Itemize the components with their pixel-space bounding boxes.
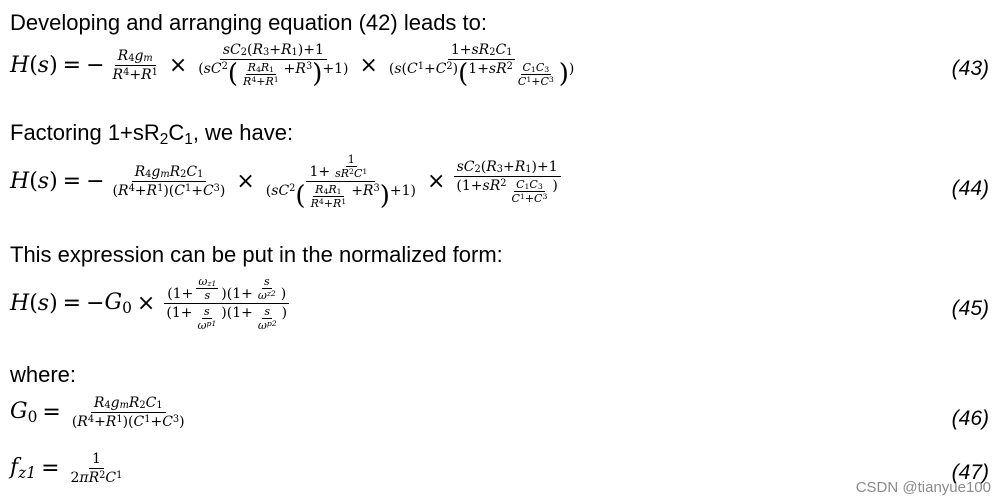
equation-number-43: (43)	[951, 57, 989, 80]
equation-47: $f_{z1}$ = 1 2 πR 2 C 1	[10, 451, 123, 486]
factoring-text: Factoring $1+sR_2C_1$, we have:	[10, 120, 294, 148]
intro-text: Developing and arranging equation (42) leads to:	[10, 10, 487, 35]
equation-44: H(s) = − R 4 g m R 2 C 1 ( R 4 + R 1 )( C 1 + C 3 ) × 1+ 1 sR 2 C 1 ( sC 2 ( R 4 R 1 R 4 + R 1 + R 3 ) +1) × sC 2 ( R 3 + R 1 )+1 (1+ sR 2 C 1 C 3 C 1 + C 3 )	[10, 153, 564, 210]
watermark: CSDN @tianyue100	[855, 479, 991, 496]
equation-number-44: (44)	[951, 177, 989, 200]
equation-number-47: (47)	[951, 461, 989, 484]
equation-45: H(s) = − $G_0$ × (1+ ω z1 s )(1+ s ω z2 ) (1+ s ω p1 )(1+ s ω p2 )	[10, 275, 293, 332]
where-text: where:	[10, 362, 77, 387]
equation-number-46: (46)	[951, 407, 989, 430]
equation-43: H(s) = − R 4 g m R 4 + R 1 × sC 2 ( R 3 + R 1 )+1 ( sC 2 ( R 4 R 1 R 4 + R 1 + R 3 ) +1) × 1+ sR 2 C 1 ( s ( C 1 + C 2 ) ( 1+ sR 2 C 1 C 3 C 1 + C 3 ) )	[10, 42, 575, 89]
normalized-text: This expression can be put in the normalized form:	[10, 242, 503, 267]
equation-number-45: (45)	[951, 297, 989, 320]
equation-46: $G_0$ = R 4 g m R 2 C 1 ( R 4 + R 1 )( C 1 + C 3 )	[10, 395, 185, 430]
